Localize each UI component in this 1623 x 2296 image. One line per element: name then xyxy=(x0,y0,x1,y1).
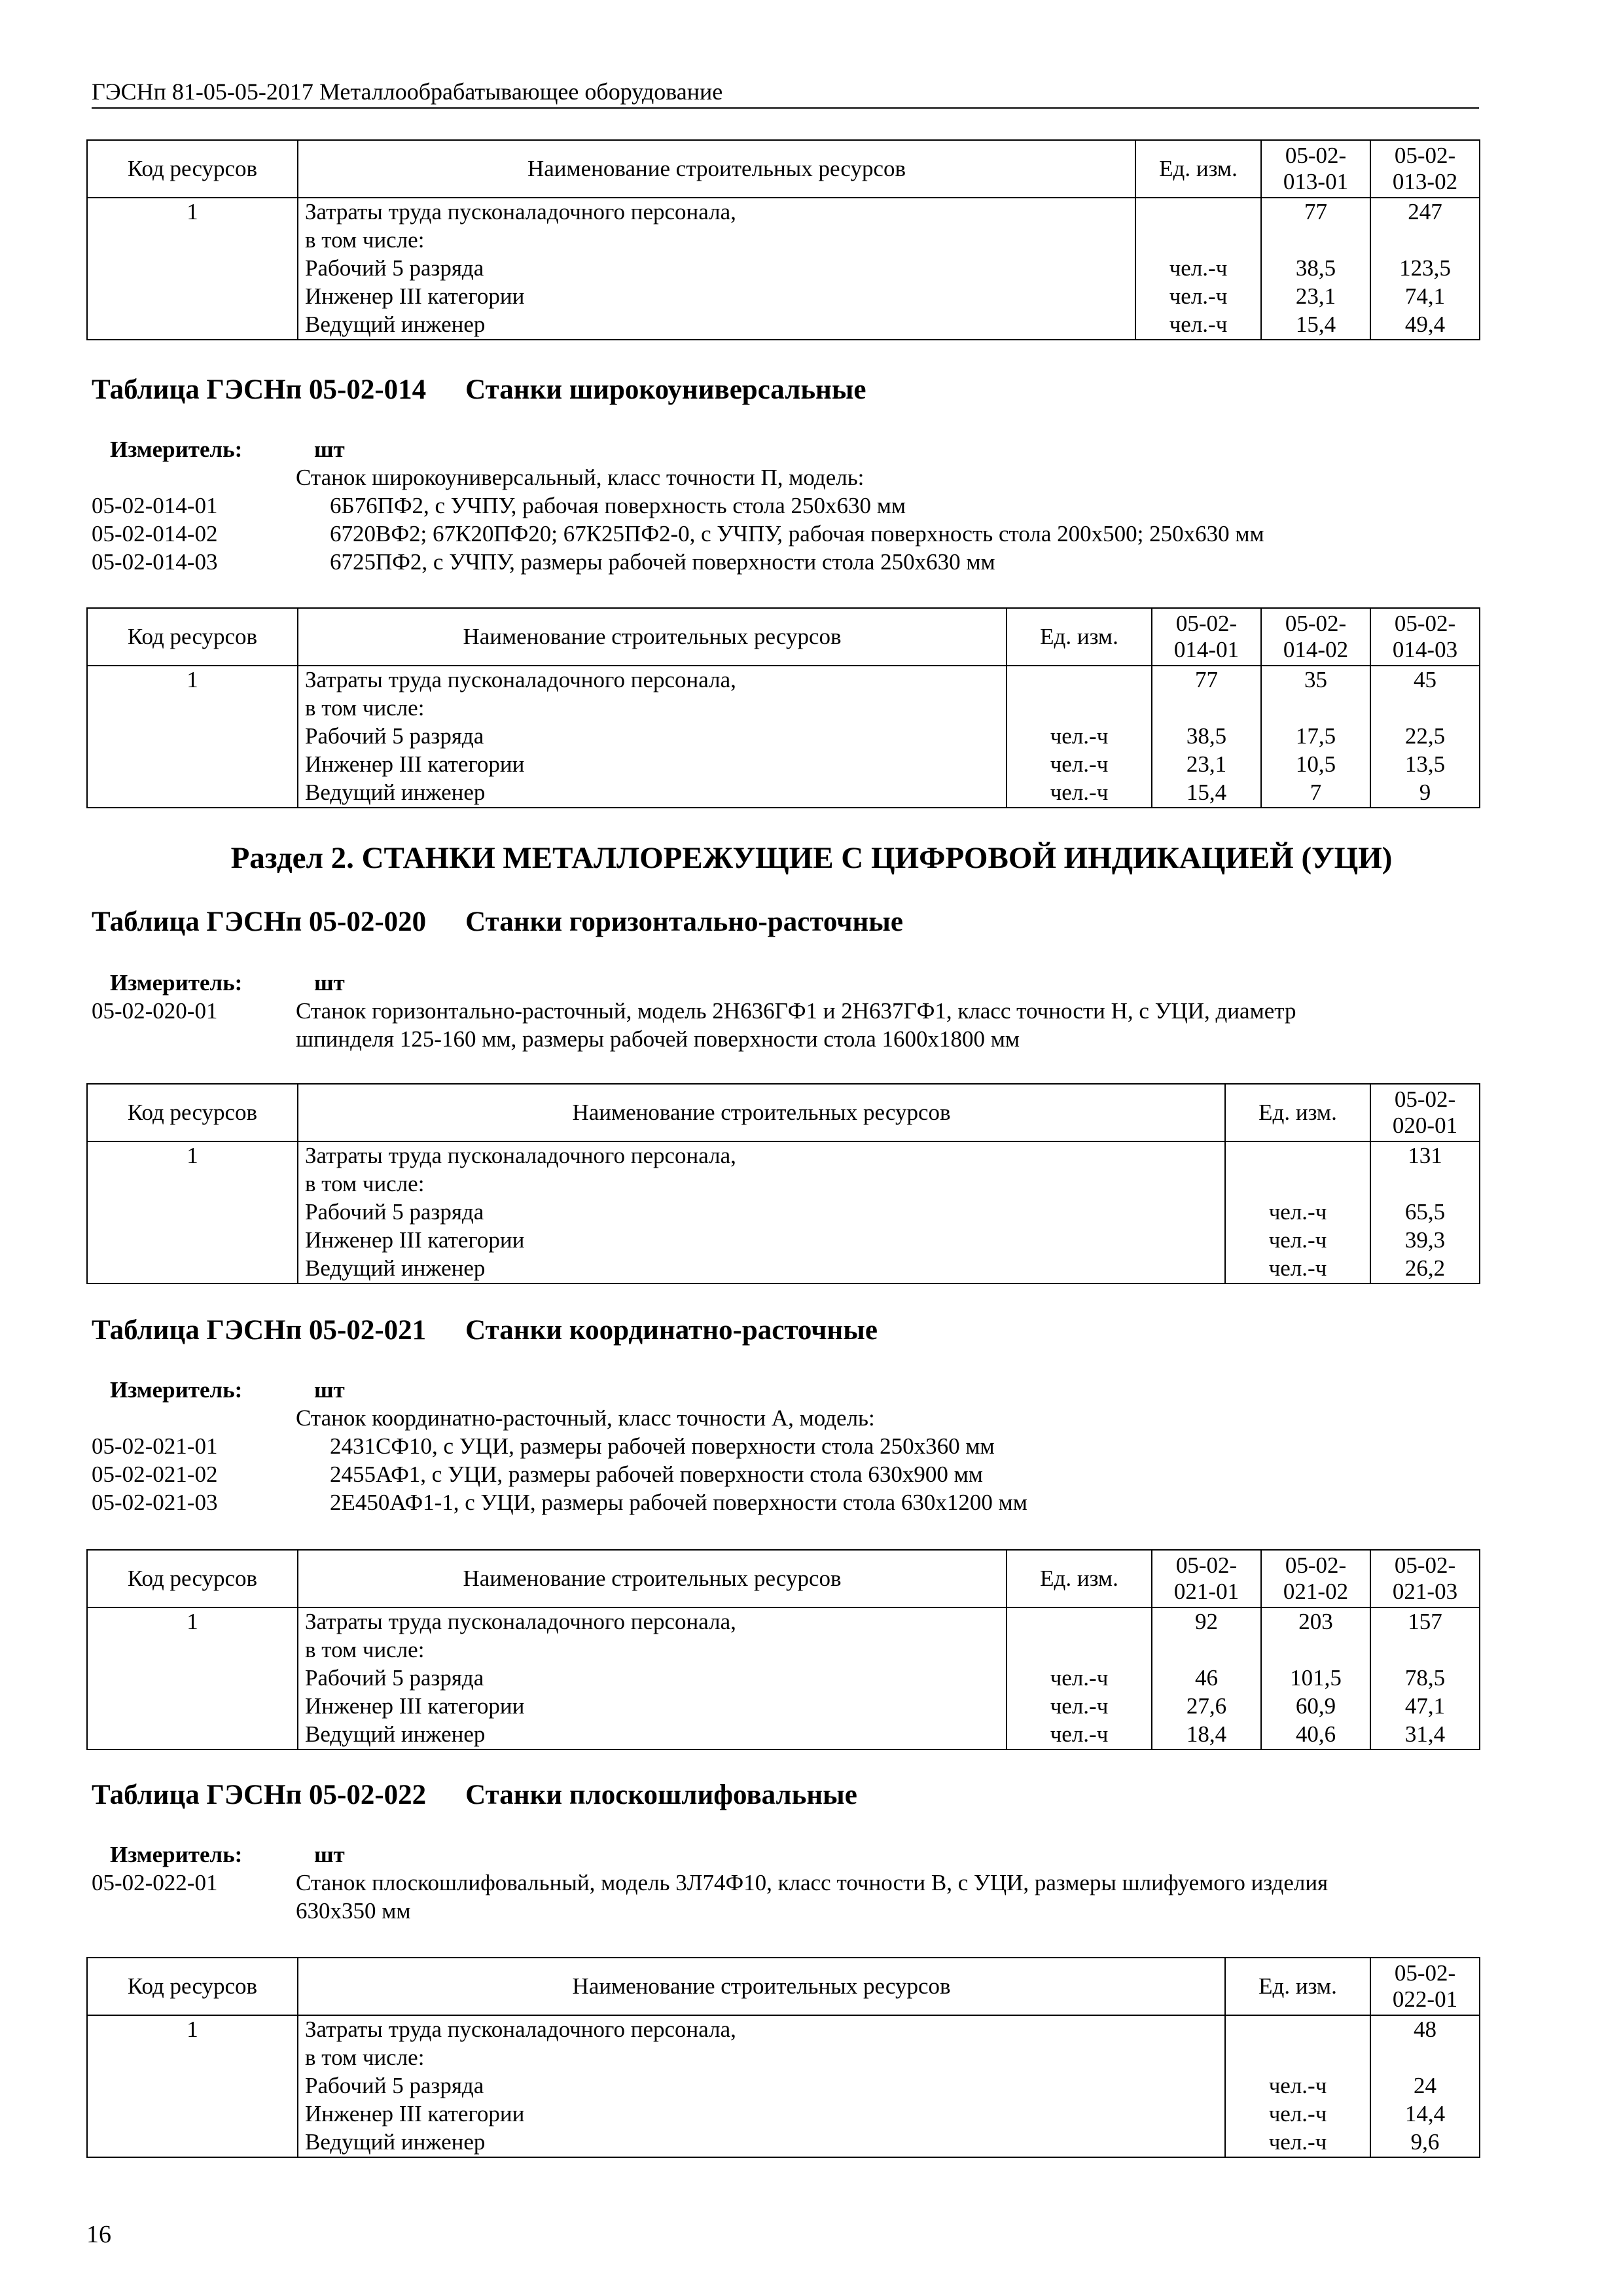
table-caption-014: Таблица ГЭСНп 05-02-014 Станки широкоуниверсальные xyxy=(92,374,866,405)
value-column: 247 123,5 74,1 49,4 xyxy=(1370,198,1480,340)
resource-table-022 xyxy=(86,1957,1480,2158)
value-column: 48 24 14,4 9,6 xyxy=(1370,2015,1480,2157)
resource-names: Затраты труда пусконаладочного персонала, в том числе: Рабочий 5 разряда Инженер III категории Ведущий инженер xyxy=(298,1607,1007,1749)
col-code-header: Код ресурсов xyxy=(87,1084,298,1141)
measure-block-014: Измеритель: шт Станок широкоуниверсальный, класс точности П, модель: 05-02-014-01 6Б76ПФ2, с УЧПУ, рабочая поверхность стола 250х630 мм 05-02-014-02 6720ВФ2; 67К20ПФ20; 67К25ПФ2-0, с УЧПУ, рабочая поверхность стола 200х500; 250х630 мм 05-02-014-03 6725ПФ2, с УЧПУ, размеры рабочей поверхности стола 250х630 мм xyxy=(92,437,1264,575)
col-value-header: 05-02- 014-02 xyxy=(1261,608,1370,666)
col-code-header: Код ресурсов xyxy=(87,608,298,666)
value-column: 45 22,5 13,5 9 xyxy=(1370,666,1480,808)
value-column: 157 78,5 47,1 31,4 xyxy=(1370,1607,1480,1749)
col-name-header: Наименование строительных ресурсов xyxy=(298,1550,1007,1607)
col-value-header: 05-02- 021-01 xyxy=(1152,1550,1261,1607)
col-unit-header: Ед. изм. xyxy=(1225,1084,1370,1141)
resource-code: 1 xyxy=(87,198,298,340)
col-code-header: Код ресурсов xyxy=(87,1550,298,1607)
resource-names: Затраты труда пусконаладочного персонала, в том числе: Рабочий 5 разряда Инженер III категории Ведущий инженер xyxy=(298,198,1135,340)
col-value-header: 05-02- 020-01 xyxy=(1370,1084,1480,1141)
value-column: 35 17,5 10,5 7 xyxy=(1261,666,1370,808)
resource-units: чел.-ч чел.-ч чел.-ч xyxy=(1135,198,1261,340)
resource-names: Затраты труда пусконаладочного персонала, в том числе: Рабочий 5 разряда Инженер III категории Ведущий инженер xyxy=(298,666,1007,808)
col-code-header: Код ресурсов xyxy=(87,140,298,198)
section-heading: Раздел 2. СТАНКИ МЕТАЛЛОРЕЖУЩИЕ С ЦИФРОВОЙ ИНДИКАЦИЕЙ (УЦИ) xyxy=(230,841,1393,875)
col-value-header: 05-02- 021-02 xyxy=(1261,1550,1370,1607)
value-column: 92 46 27,6 18,4 xyxy=(1152,1607,1261,1749)
value-column: 203 101,5 60,9 40,6 xyxy=(1261,1607,1370,1749)
resource-code: 1 xyxy=(87,1607,298,1749)
resource-code: 1 xyxy=(87,666,298,808)
value-column: 77 38,5 23,1 15,4 xyxy=(1152,666,1261,808)
resource-names: Затраты труда пусконаладочного персонала, в том числе: Рабочий 5 разряда Инженер III категории Ведущий инженер xyxy=(298,1141,1225,1283)
resource-units: чел.-ч чел.-ч чел.-ч xyxy=(1225,1141,1370,1283)
col-unit-header: Ед. изм. xyxy=(1225,1958,1370,2015)
col-name-header: Наименование строительных ресурсов xyxy=(298,1958,1225,2015)
col-name-header: Наименование строительных ресурсов xyxy=(298,1084,1225,1141)
table-caption-020: Таблица ГЭСНп 05-02-020 Станки горизонтально-расточные xyxy=(92,906,903,937)
resource-table-021 xyxy=(86,1549,1480,1750)
page-number: 16 xyxy=(86,2221,111,2248)
table-caption-021: Таблица ГЭСНп 05-02-021 Станки координатно-расточные xyxy=(92,1315,878,1346)
resource-table-014 xyxy=(86,607,1480,808)
resource-code: 1 xyxy=(87,1141,298,1283)
col-value-header: 05-02- 014-03 xyxy=(1370,608,1480,666)
resource-code: 1 xyxy=(87,2015,298,2157)
value-column: 131 65,5 39,3 26,2 xyxy=(1370,1141,1480,1283)
resource-names: Затраты труда пусконаладочного персонала, в том числе: Рабочий 5 разряда Инженер III категории Ведущий инженер xyxy=(298,2015,1225,2157)
col-name-header: Наименование строительных ресурсов xyxy=(298,140,1135,198)
measure-block-022: Измеритель: шт 05-02-022-01 Станок плоскошлифовальный, модель 3Л74Ф10, класс точности В, с УЦИ, размеры шлифуемого изделия 630х350 мм xyxy=(92,1842,1329,1924)
col-value-header: 05-02- 014-01 xyxy=(1152,608,1261,666)
resource-units: чел.-ч чел.-ч чел.-ч xyxy=(1007,666,1152,808)
value-column: 77 38,5 23,1 15,4 xyxy=(1261,198,1370,340)
col-code-header: Код ресурсов xyxy=(87,1958,298,2015)
col-value-header: 05-02- 013-01 xyxy=(1261,140,1370,198)
table-caption-022: Таблица ГЭСНп 05-02-022 Станки плоскошлифовальные xyxy=(92,1780,857,1810)
col-unit-header: Ед. изм. xyxy=(1007,1550,1152,1607)
measure-block-021: Измеритель: шт Станок координатно-расточный, класс точности А, модель: 05-02-021-01 2431СФ10, с УЦИ, размеры рабочей поверхности стола 250х360 мм 05-02-021-02 2455АФ1, с УЦИ, размеры рабочей поверхности стола 630х900 мм 05-02-021-03 2Е450АФ1-1, с УЦИ, размеры рабочей поверхности стола 630х1200 мм xyxy=(92,1377,1027,1515)
resource-units: чел.-ч чел.-ч чел.-ч xyxy=(1225,2015,1370,2157)
resource-table-020 xyxy=(86,1083,1480,1284)
col-value-header: 05-02- 013-02 xyxy=(1370,140,1480,198)
col-value-header: 05-02- 022-01 xyxy=(1370,1958,1480,2015)
resource-table-013 xyxy=(86,139,1480,340)
measure-block-020: Измеритель: шт 05-02-020-01 Станок горизонтально-расточный, модель 2Н636ГФ1 и 2Н637ГФ1, класс точности Н, с УЦИ, диаметр шпинделя 125-160 мм, размеры рабочей поверхности стола 1600х1800 мм xyxy=(92,970,1296,1052)
col-unit-header: Ед. изм. xyxy=(1135,140,1261,198)
col-name-header: Наименование строительных ресурсов xyxy=(298,608,1007,666)
running-header: ГЭСНп 81-05-05-2017 Металлообрабатывающее оборудование xyxy=(92,77,1479,109)
col-value-header: 05-02- 021-03 xyxy=(1370,1550,1480,1607)
resource-units: чел.-ч чел.-ч чел.-ч xyxy=(1007,1607,1152,1749)
col-unit-header: Ед. изм. xyxy=(1007,608,1152,666)
